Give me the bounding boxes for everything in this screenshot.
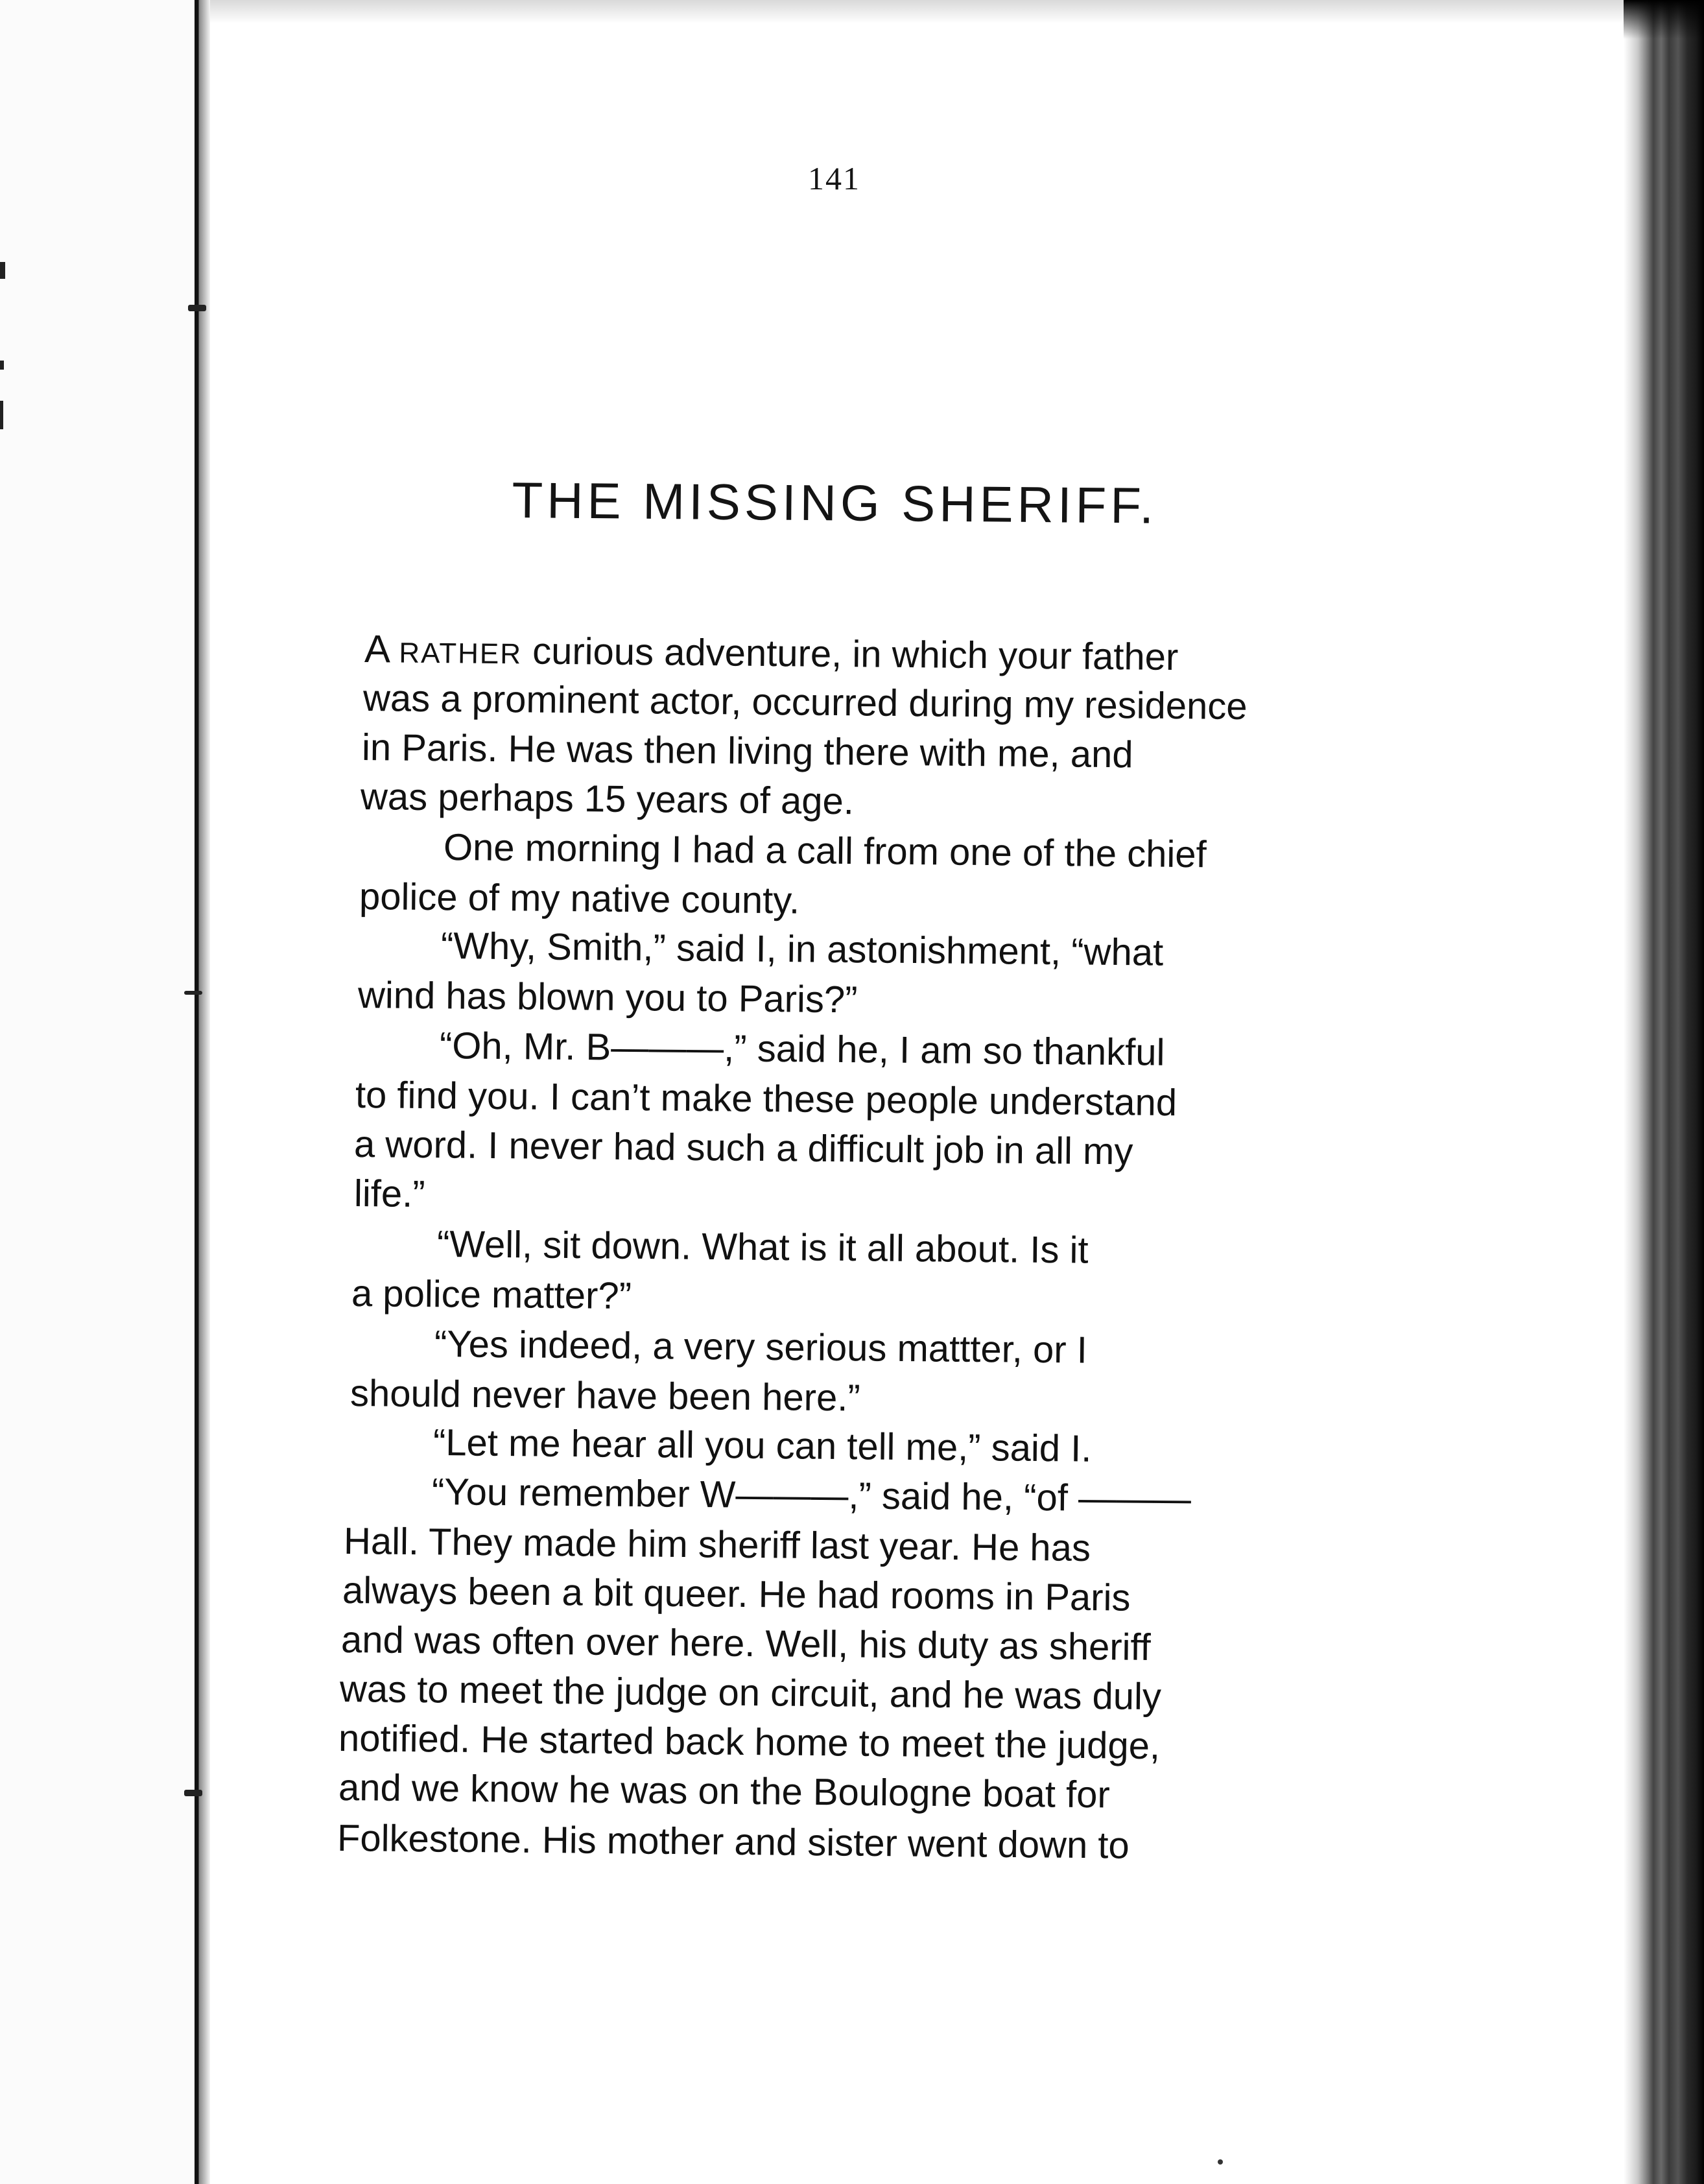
- text-line: and was often over here. Well, his duty as sheriff: [340, 1619, 1151, 1668]
- text-line: police of my native county.: [359, 875, 800, 922]
- small-caps-word: RATHER: [399, 637, 523, 671]
- line-text: curious adventure, in which your father: [521, 630, 1179, 679]
- text-line: “You remember W———,” said he, “of ———: [431, 1471, 1192, 1521]
- page-number: 141: [808, 160, 860, 196]
- text-line: to find you. I can’t make these people understand: [355, 1074, 1177, 1124]
- text-line: in Paris. He was then living there with me, and: [361, 726, 1133, 776]
- scan-speck: [1218, 2159, 1223, 2165]
- text-line: life.”: [353, 1172, 425, 1216]
- text-line: always been a bit queer. He had rooms in Paris: [342, 1569, 1131, 1619]
- chapter-title: THE MISSING SHERIFF.: [512, 471, 1158, 534]
- text-line: “Well, sit down. What is it all about. Is it: [436, 1223, 1089, 1272]
- text-line: should never have been here.”: [349, 1372, 861, 1419]
- text-line: One morning I had a call from one of the chief: [443, 826, 1207, 876]
- text-line: a word. I never had such a difficult job in all my: [353, 1123, 1133, 1173]
- text-line: a police matter?”: [351, 1272, 632, 1318]
- text-line: “Yes indeed, a very serious mattter, or I: [434, 1323, 1088, 1371]
- text-line: was to meet the judge on circuit, and he was duly: [339, 1668, 1162, 1718]
- text-line: wind has blown you to Paris?”: [357, 974, 858, 1021]
- text-line: “Let me hear all you can tell me,” said I.: [432, 1421, 1092, 1470]
- text-line: notified. He started back home to meet the judge,: [338, 1717, 1161, 1768]
- text-line: [364, 626, 1179, 683]
- text-line: “Oh, Mr. B———,” said he, I am so thankful: [439, 1025, 1165, 1074]
- text-line: and we know he was on the Boulogne boat for: [338, 1766, 1111, 1816]
- text-line: Folkestone. His mother and sister went down to: [337, 1817, 1130, 1867]
- text-line: was perhaps 15 years of age.: [360, 776, 855, 823]
- text-line: “Why, Smith,” said I, in astonishment, “what: [440, 925, 1164, 974]
- text-line: Hall. They made him sheriff last year. He has: [343, 1520, 1091, 1570]
- opening-letter: A: [364, 627, 399, 671]
- text-line: was a prominent actor, occurred during my residence: [362, 677, 1248, 728]
